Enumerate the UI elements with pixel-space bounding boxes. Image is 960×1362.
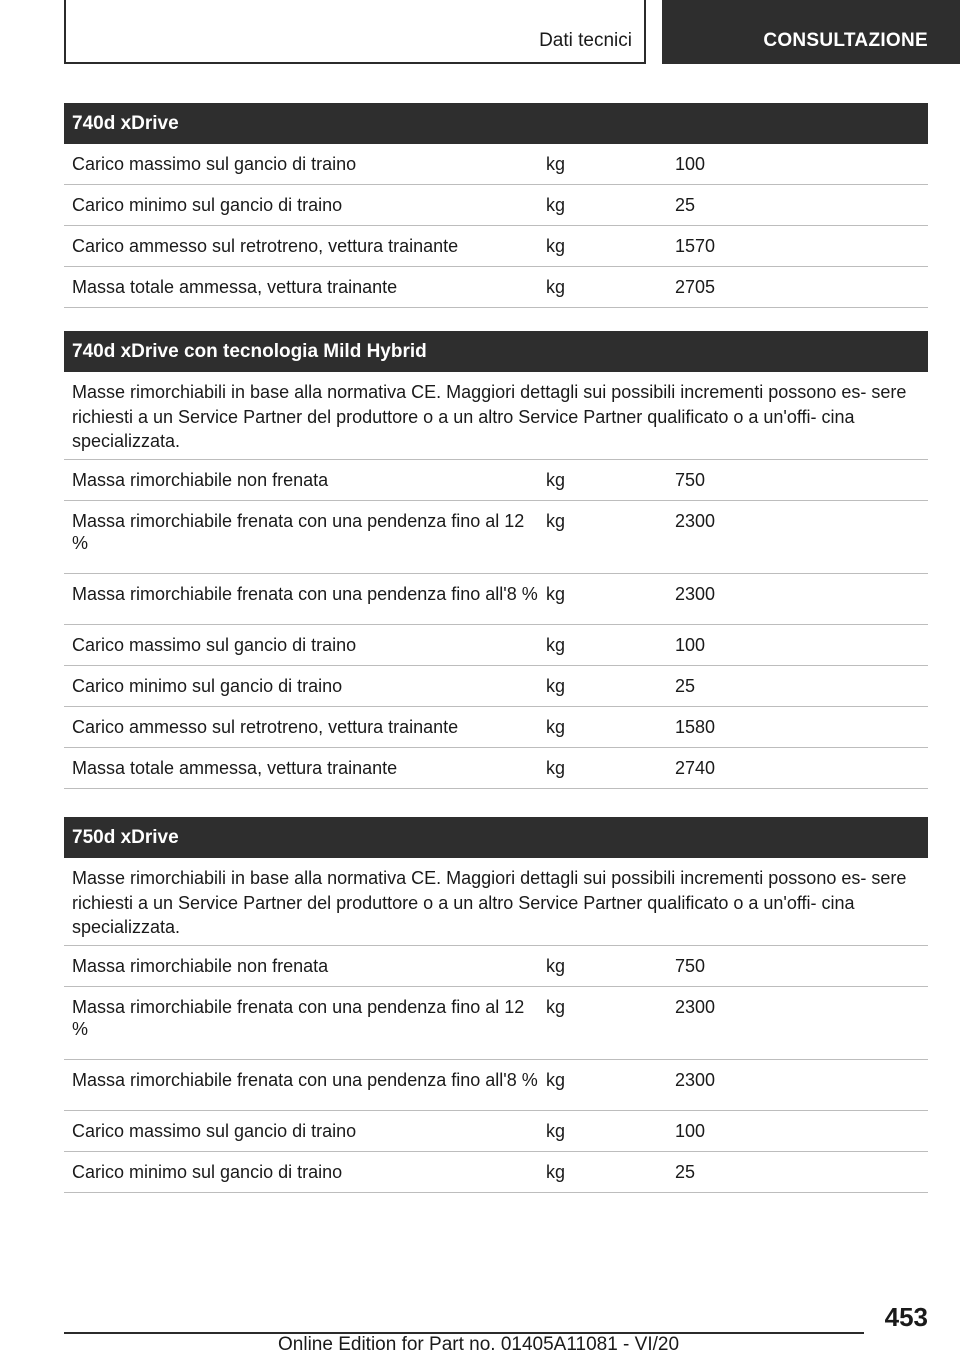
table-row (64, 748, 928, 789)
row-label: Carico minimo sul gancio di traino (72, 195, 343, 215)
table-title: 740d xDrive con tecnologia Mild Hybrid (64, 331, 928, 372)
row-unit: kg (546, 469, 566, 490)
row-unit: kg (546, 510, 566, 531)
row-unit: kg (546, 1161, 566, 1182)
row-unit: kg (546, 675, 566, 696)
table-row (64, 144, 928, 185)
row-unit: kg (546, 154, 566, 174)
row-unit: kg (546, 1069, 566, 1090)
row-label: Massa rimorchiabile frenata con una pendenza fino al 12 % (72, 996, 525, 1039)
table-row (64, 1152, 928, 1193)
row-value: 25 (675, 675, 696, 696)
section-title: Dati tecnici (539, 30, 632, 51)
chapter-title: CONSULTAZIONE (763, 30, 928, 51)
row-label: Massa rimorchiabile frenata con una pendenza fino all'8 % (72, 583, 538, 604)
table-row (64, 1111, 928, 1152)
row-unit: kg (546, 955, 566, 976)
row-label: Massa rimorchiabile frenata con una pendenza fino all'8 % (72, 1069, 538, 1090)
table-row (64, 185, 928, 226)
row-label: Massa totale ammessa, vettura trainante (72, 277, 398, 297)
row-label: Massa totale ammessa, vettura trainante (72, 757, 398, 778)
row-value: 2300 (675, 583, 716, 604)
row-label: Massa rimorchiabile non frenata (72, 955, 329, 976)
header-chapter-tab (662, 0, 960, 64)
row-label: Carico minimo sul gancio di traino (72, 675, 343, 696)
row-label: Carico massimo sul gancio di traino (72, 1120, 357, 1141)
row-label: Carico ammesso sul retrotreno, vettura trainante (72, 716, 459, 737)
row-unit: kg (546, 195, 566, 215)
table-title: 750d xDrive (64, 817, 928, 858)
row-unit: kg (546, 716, 566, 737)
table-note: Masse rimorchiabili in base alla normativa CE. Maggiori dettagli sui possibili incrementi possono es- sere richiesti a un Service Partner del produttore o a un altro Service Partner qualificato o a un'offi- cina specializzata. (64, 372, 928, 460)
row-value: 750 (675, 469, 706, 490)
row-value: 2300 (675, 510, 716, 531)
table-row (64, 501, 928, 574)
row-value: 2300 (675, 996, 716, 1017)
row-unit: kg (546, 996, 566, 1017)
row-label: Massa rimorchiabile non frenata (72, 469, 329, 490)
row-value: 2300 (675, 1069, 716, 1090)
table-750d-xdrive (64, 817, 928, 1193)
row-value: 100 (675, 154, 706, 174)
table-row (64, 267, 928, 308)
row-unit: kg (546, 1120, 566, 1141)
table-note: Masse rimorchiabili in base alla normativa CE. Maggiori dettagli sui possibili incrementi possono es- sere richiesti a un Service Partner del produttore o a un altro Service Partner qualificato o a un'offi- cina specializzata. (64, 858, 928, 946)
row-unit: kg (546, 236, 566, 256)
table-row (64, 1060, 928, 1111)
table-row (64, 460, 928, 501)
table-row (64, 987, 928, 1060)
table-row (64, 625, 928, 666)
page-number: 453 (884, 1302, 928, 1332)
row-value: 2705 (675, 277, 716, 297)
row-unit: kg (546, 757, 566, 778)
table-title: 740d xDrive (64, 103, 928, 144)
table-740d-xdrive (64, 103, 928, 308)
table-row (64, 226, 928, 267)
table-740d-xdrive-mild-hybrid (64, 331, 928, 789)
row-value: 750 (675, 955, 706, 976)
table-row (64, 946, 928, 987)
row-label: Carico ammesso sul retrotreno, vettura trainante (72, 236, 459, 256)
row-value: 100 (675, 634, 706, 655)
row-unit: kg (546, 583, 566, 604)
row-label: Carico minimo sul gancio di traino (72, 1161, 343, 1182)
table-row (64, 707, 928, 748)
row-value: 2740 (675, 757, 716, 778)
row-value: 25 (675, 195, 696, 215)
row-label: Carico massimo sul gancio di traino (72, 154, 357, 174)
row-value: 25 (675, 1161, 696, 1182)
row-label: Massa rimorchiabile frenata con una pendenza fino al 12 % (72, 510, 525, 553)
row-unit: kg (546, 634, 566, 655)
footer-edition: Online Edition for Part no. 01405A11081 - VI/20 (278, 1334, 680, 1355)
table-row (64, 574, 928, 625)
header-section-tab (64, 0, 646, 64)
row-unit: kg (546, 277, 566, 297)
table-row (64, 666, 928, 707)
row-value: 100 (675, 1120, 706, 1141)
row-value: 1580 (675, 716, 716, 737)
row-value: 1570 (675, 236, 716, 256)
row-label: Carico massimo sul gancio di traino (72, 634, 357, 655)
